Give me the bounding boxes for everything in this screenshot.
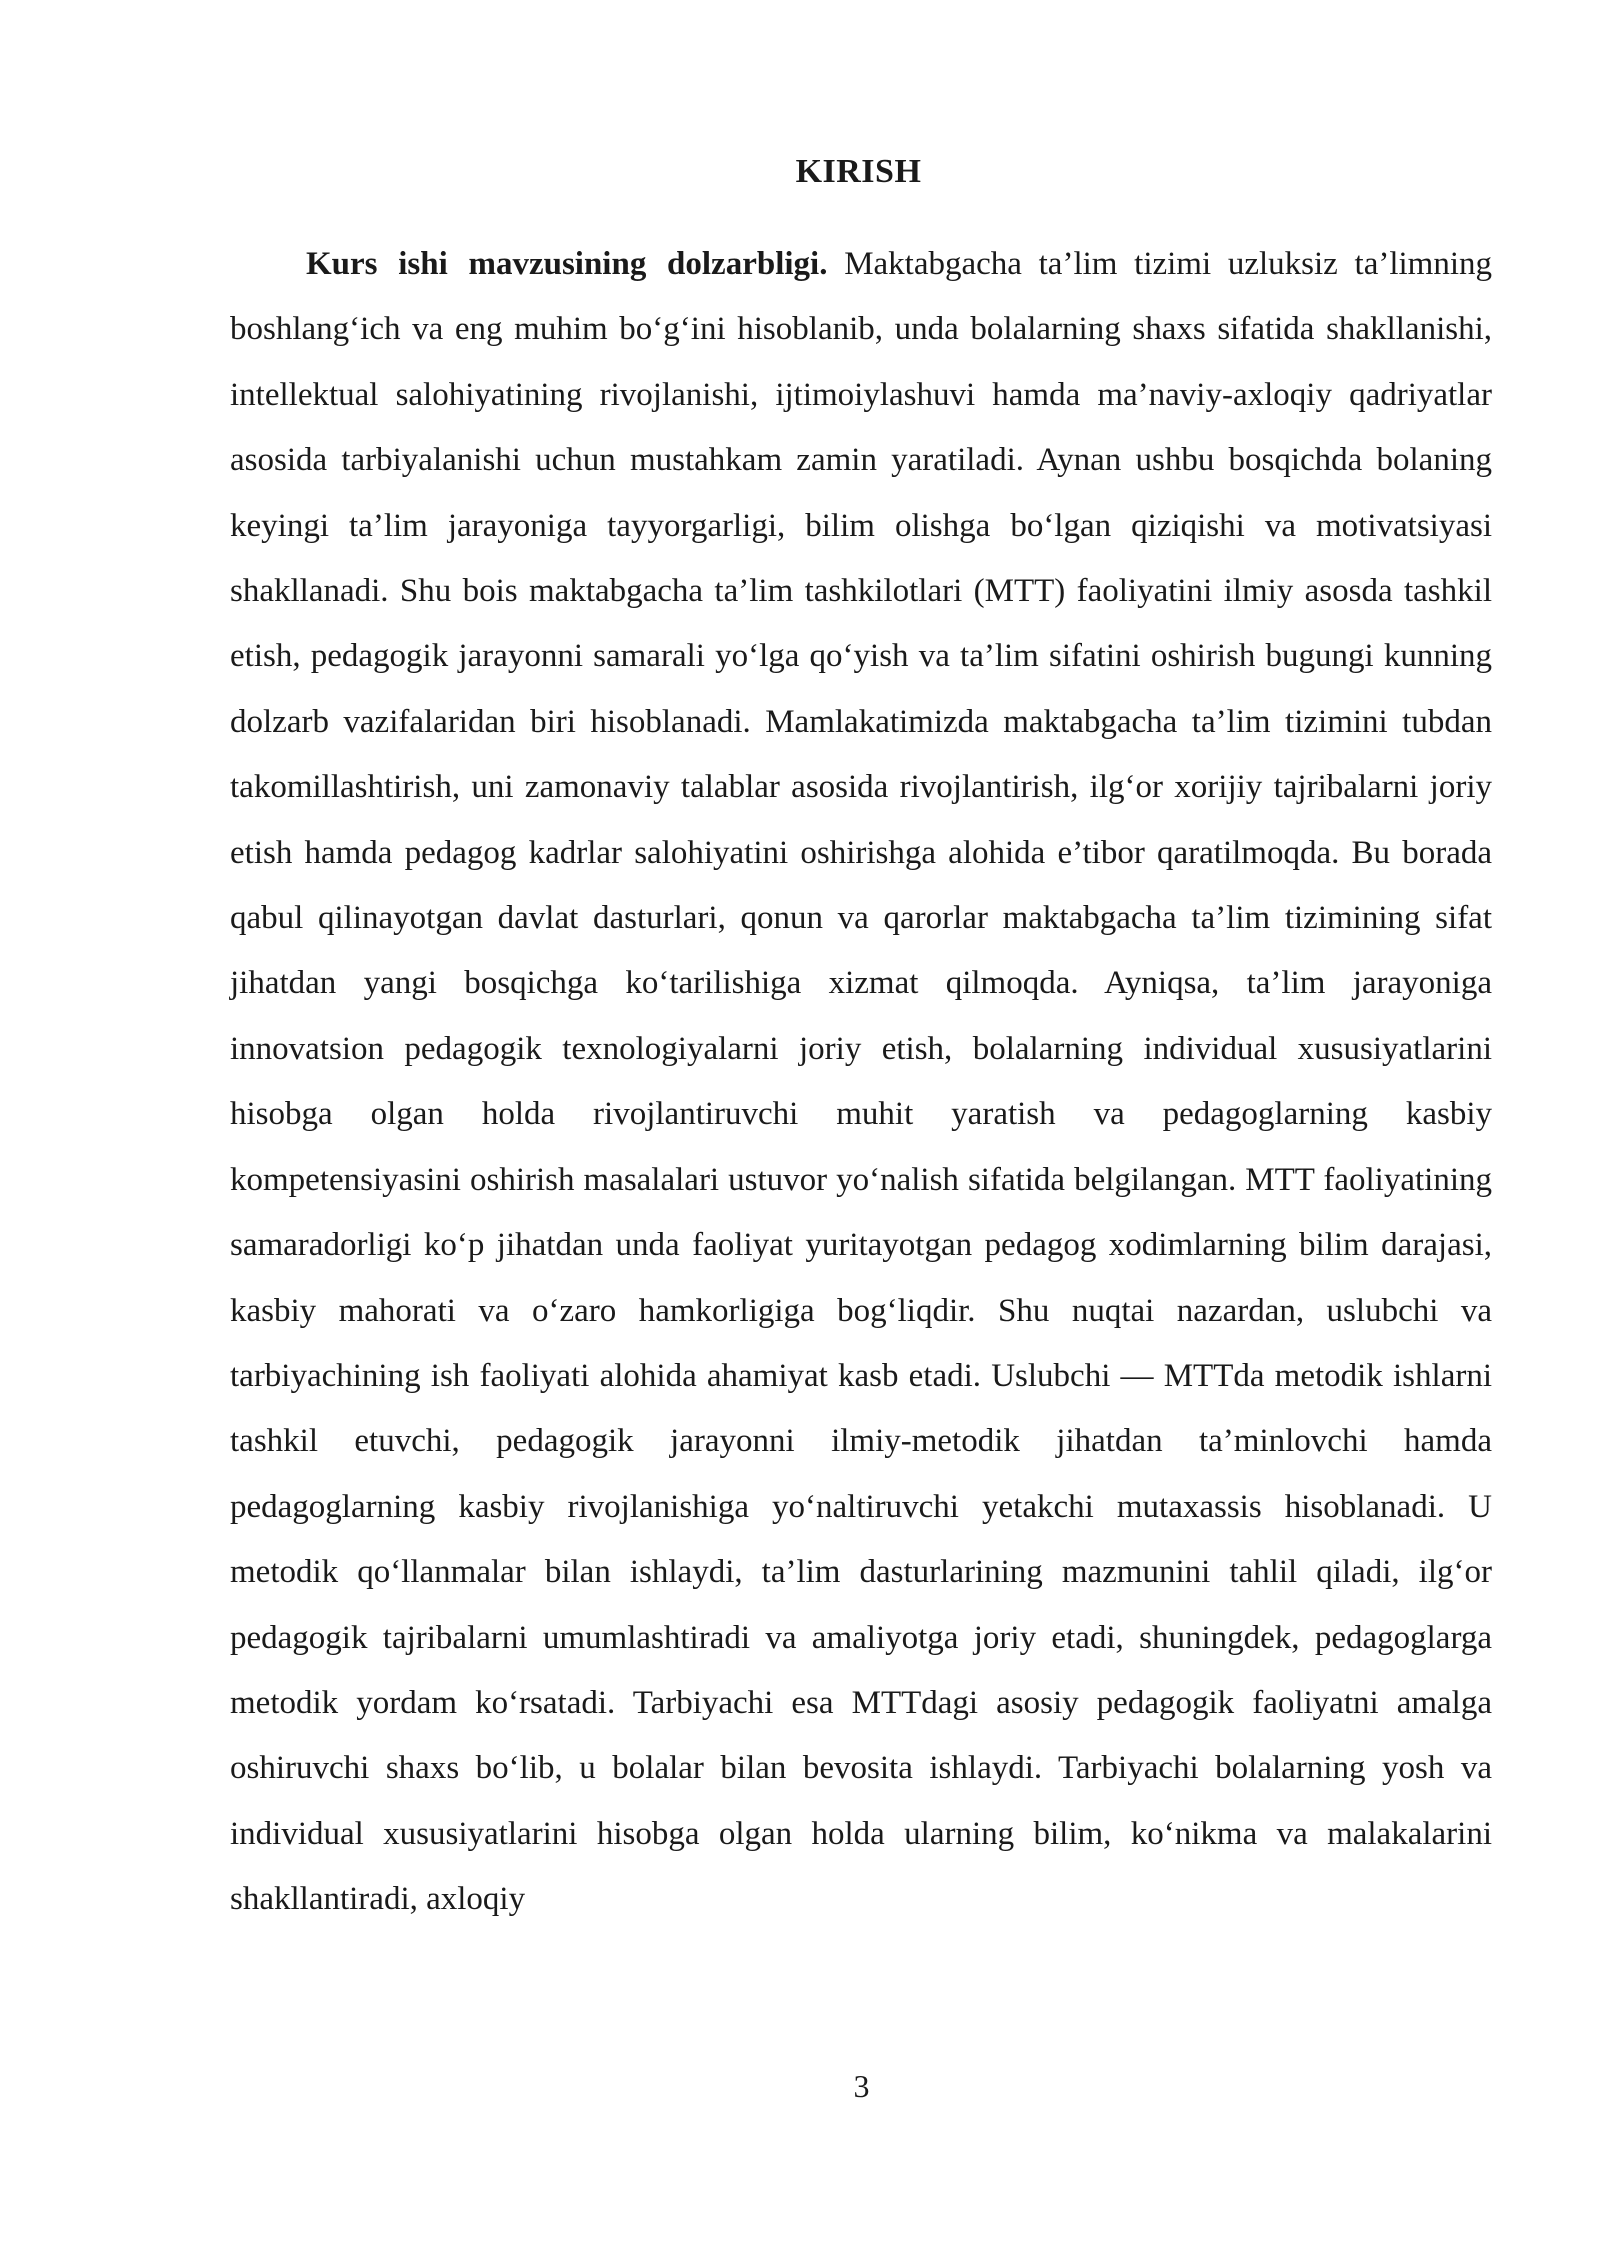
paragraph-text: Maktabgacha ta’lim tizimi uzluksiz ta’limning boshlang‘ich va eng muhim bo‘g‘ini hisoblanib, unda bolalarning shaxs sifatida shakllanishi, intellektual salohiyatining rivojlanishi, ijtimoiylashuvi hamda ma’naviy-axloqiy qadriyatlar asosida tarbiyalanishi uchun mustahkam zamin yaratiladi. Aynan ushbu bosqichda bolaning keyingi ta’lim jarayoniga tayyorgarligi, bilim olishga bo‘lgan qiziqishi va motivatsiyasi shakllanadi. Shu bois maktabgacha ta’lim tashkilotlari (MTT) faoliyatini ilmiy asosda tashkil etish, pedagogik jarayonni samarali yo‘lga qo‘yish va ta’lim sifatini oshirish bugungi kunning dolzarb vazifalaridan biri hisoblanadi. Mamlakatimizda maktabgacha ta’lim tizimini tubdan takomillashtirish, uni zamonaviy talablar asosida rivojlantirish, ilg‘or xorijiy tajribalarni joriy etish hamda pedagog kadrlar salohiyatini oshirishga alohida e’tibor qaratilmoqda. Bu borada qabul qilinayotgan davlat dasturlari, qonun va qarorlar maktabgacha ta’lim tizimining sifat jihatdan yangi bosqichga ko‘tarilishiga xizmat qilmoqda. Ayniqsa, ta’lim jarayoniga innovatsion pedagogik texnologiyalarni joriy etish, bolalarning individual xususiyatlarini hisobga olgan holda rivojlantiruvchi muhit yaratish va pedagoglarning kasbiy kompetensiyasini oshirish masalalari ustuvor yo‘nalish sifatida belgilangan. MTT faoliyatining samaradorligi ko‘p jihatdan unda faoliyat yuritayotgan pedagog xodimlarning bilim darajasi, kasbiy mahorati va o‘zaro hamkorligiga bog‘liqdir. Shu nuqtai nazardan, uslubchi va tarbiyachining ish faoliyati alohida ahamiyat kasb etadi. Uslubchi — MTTda metodik ishlarni tashkil etuvchi, pedagogik jarayonni ilmiy-metodik jihatdan ta’minlovchi hamda pedagoglarning kasbiy rivojlanishiga yo‘naltiruvchi yetakchi mutaxassis hisoblanadi. U metodik qo‘llanmalar bilan ishlaydi, ta’lim dasturlarining mazmunini tahlil qiladi, ilg‘or pedagogik tajribalarni umumlashtiradi va amaliyotga joriy etadi, shuningdek, pedagoglarga metodik yordam ko‘rsatadi. Tarbiyachi esa MTTdagi asosiy pedagogik faoliyatni amalga oshiruvchi shaxs bo‘lib, u bolalar bilan bevosita ishlaydi. Tarbiyachi bolalarning yosh va individual xususiyatlarini hisobga olgan holda ularning bilim, ko‘nikma va malakalarini shakllantiradi, axloqiy (230, 246, 1493, 1918)
section-heading: KIRISH (795, 153, 922, 190)
paragraph-lead: Kurs ishi mavzusining dolzarbligi. (306, 246, 828, 282)
page-number: 3 (853, 2068, 870, 2104)
body-paragraph (230, 232, 1492, 1933)
